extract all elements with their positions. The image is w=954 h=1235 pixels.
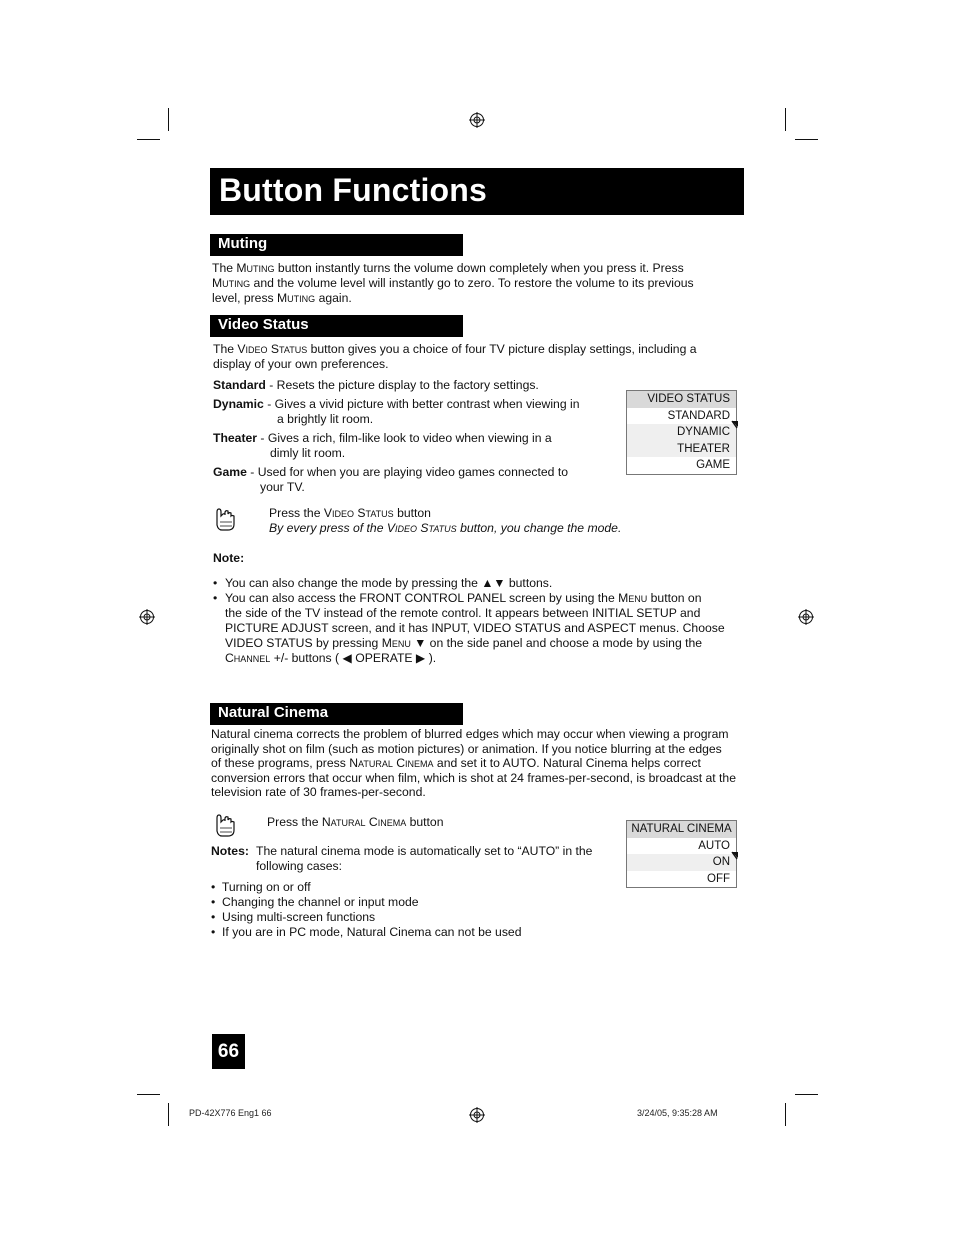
text-run: Press the: [269, 506, 324, 520]
text-run: buttons.: [505, 576, 553, 590]
crop-mark: [785, 1103, 786, 1126]
mode-name: Standard: [213, 378, 266, 392]
mode-name: Theater: [213, 431, 258, 445]
button-name: Menu: [381, 636, 411, 650]
mode-desc-cont: a brightly lit room.: [277, 412, 374, 426]
button-name: Video Status: [386, 521, 457, 535]
text-run: of these programs, press: [211, 756, 350, 771]
text-run: ▼ on the side panel and choose a mode by using the: [410, 636, 703, 650]
button-name: Muting: [236, 261, 275, 275]
video-status-intro: [213, 342, 753, 372]
button-name: Menu: [618, 591, 648, 605]
list-item: • Using multi-screen functions: [211, 910, 376, 924]
text-run: The: [212, 261, 237, 275]
page-title-bar: [210, 168, 744, 215]
footer-timestamp: 3/24/05, 9:35:28 AM: [637, 1108, 718, 1118]
mode-standard: [213, 378, 613, 393]
menu-item-game: GAME: [696, 459, 730, 471]
text-run: button: [406, 815, 444, 829]
button-name: Channel: [225, 651, 271, 665]
text-run: Press the: [267, 815, 322, 829]
note-bullet-2: [225, 591, 755, 666]
mode-dynamic: [213, 397, 613, 427]
button-name: Muting: [277, 291, 316, 305]
text-run: button: [393, 506, 431, 520]
text-run: By every press of the: [269, 521, 387, 535]
page-title: Button Functions: [219, 172, 488, 208]
crop-mark: [785, 108, 786, 131]
text-run: television rate of 30 frames-per-second.: [211, 785, 426, 800]
menu-title: NATURAL CINEMA: [627, 821, 736, 838]
video-status-step: [269, 506, 749, 521]
text-run: button on: [647, 591, 702, 605]
text-run: level, press: [212, 291, 278, 305]
bullet: •: [213, 591, 218, 605]
mode-game: [213, 465, 613, 495]
text-run: and set it to AUTO. Natural Cinema helps correct: [433, 756, 701, 771]
notes-label: Notes:: [211, 844, 249, 858]
notes-text: [256, 844, 616, 874]
button-name: Video Status: [323, 506, 394, 520]
menu-item-standard: STANDARD: [667, 409, 730, 422]
note-bullet-1: [225, 576, 755, 591]
menu-item-auto: AUTO: [698, 839, 730, 852]
menu-item-on: ON: [627, 854, 736, 871]
crop-mark: [168, 108, 169, 131]
text-run: the side of the TV instead of the remote control. It appears between INITIAL SETUP and: [225, 606, 701, 620]
page-number: 66: [212, 1034, 245, 1069]
note-label: Note:: [213, 551, 245, 565]
text-run: button, you change the mode.: [456, 521, 622, 535]
text-run: display of your own preferences.: [213, 357, 389, 371]
list-item: • Turning on or off: [211, 880, 311, 894]
text-run: The: [213, 342, 238, 356]
menu-cursor-icon: [731, 420, 739, 429]
footer-file-info: PD-42X776 Eng1 66: [189, 1108, 272, 1118]
menu-cursor-icon: [731, 851, 739, 860]
button-name: Video Status: [237, 342, 308, 356]
mode-name: Dynamic: [213, 397, 264, 411]
mode-desc: - Resets the picture display to the factory settings.: [265, 378, 539, 392]
crop-mark: [795, 139, 818, 140]
text-run: ▲▼: [481, 576, 506, 590]
menu-title: VIDEO STATUS: [627, 391, 736, 408]
text-run: again.: [315, 291, 352, 305]
menu-item-off: OFF: [707, 872, 730, 885]
notes-bullet-list: [211, 880, 611, 940]
button-name: Muting: [212, 276, 251, 290]
section-heading-label: Video Status: [218, 316, 309, 333]
section-heading-video-status: [210, 315, 463, 337]
mode-desc: - Gives a vivid picture with better contrast when viewing in: [263, 397, 580, 411]
natural-cinema-body: [211, 727, 756, 800]
crop-mark: [168, 1103, 169, 1126]
button-name: Natural Cinema: [321, 815, 407, 829]
text-run: button instantly turns the volume down completely when you press it. Press: [274, 261, 684, 275]
text-run: PICTURE ADJUST screen, and it has INPUT, VIDEO STATUS and ASPECT menus. Choose: [225, 621, 725, 635]
text-run: and the volume level will instantly go to zero. To restore the volume to its previous: [250, 276, 694, 290]
mode-desc-cont: dimly lit room.: [270, 446, 346, 460]
mode-desc: - Gives a rich, film-like look to video when viewing in a: [257, 431, 552, 445]
natural-cinema-menu: [626, 820, 737, 888]
section-heading-muting: [210, 234, 463, 256]
text-run: VIDEO STATUS by pressing: [225, 636, 382, 650]
video-status-menu: [626, 390, 737, 475]
notes-text-line2: following cases:: [256, 859, 343, 873]
text-run: You can also change the mode by pressing the: [225, 576, 482, 590]
crop-mark: [795, 1094, 818, 1095]
button-name: Natural Cinema: [349, 756, 434, 771]
bullet: •: [213, 576, 218, 590]
press-button-hand-icon: [213, 506, 237, 532]
section-heading-label: Natural Cinema: [218, 704, 329, 721]
registration-mark-icon: [469, 1107, 485, 1123]
section-heading-label: Muting: [218, 235, 268, 252]
menu-item-theater: THEATER: [627, 441, 736, 458]
section-heading-natural-cinema: [210, 703, 463, 725]
registration-mark-icon: [139, 609, 155, 625]
registration-mark-icon: [798, 609, 814, 625]
mode-desc-cont: your TV.: [260, 480, 305, 494]
muting-body: [212, 261, 752, 306]
text-run: conversion errors that occur when film, which is shot at 24 frames-per-second, is broadcast at the: [211, 770, 736, 785]
registration-mark-icon: [469, 112, 485, 128]
text-run: +/- buttons ( ◀ OPERATE ▶ ).: [270, 651, 437, 665]
text-run: You can also access the FRONT CONTROL PANEL screen by using the: [225, 591, 619, 605]
notes-text-line1: The natural cinema mode is automatically set to “AUTO” in the: [256, 844, 593, 858]
mode-theater: [213, 431, 613, 461]
mode-desc: - Used for when you are playing video games connected to: [246, 465, 568, 479]
crop-mark: [137, 139, 160, 140]
mode-name: Game: [213, 465, 247, 479]
text-run: button gives you a choice of four TV picture display settings, including a: [307, 342, 697, 356]
natural-cinema-step: [267, 815, 597, 830]
text-run: originally shot on film (such as motion pictures) or animation. If you notice blurring at the edges: [211, 741, 722, 756]
menu-item-dynamic: DYNAMIC: [627, 424, 736, 441]
text-run: Natural cinema corrects the problem of blurred edges which may occur when viewing a program: [211, 727, 729, 741]
crop-mark: [137, 1094, 160, 1095]
list-item: • If you are in PC mode, Natural Cinema can not be used: [211, 925, 522, 939]
list-item: • Changing the channel or input mode: [211, 895, 419, 909]
video-status-step-note: [269, 521, 749, 536]
press-button-hand-icon: [213, 812, 237, 838]
